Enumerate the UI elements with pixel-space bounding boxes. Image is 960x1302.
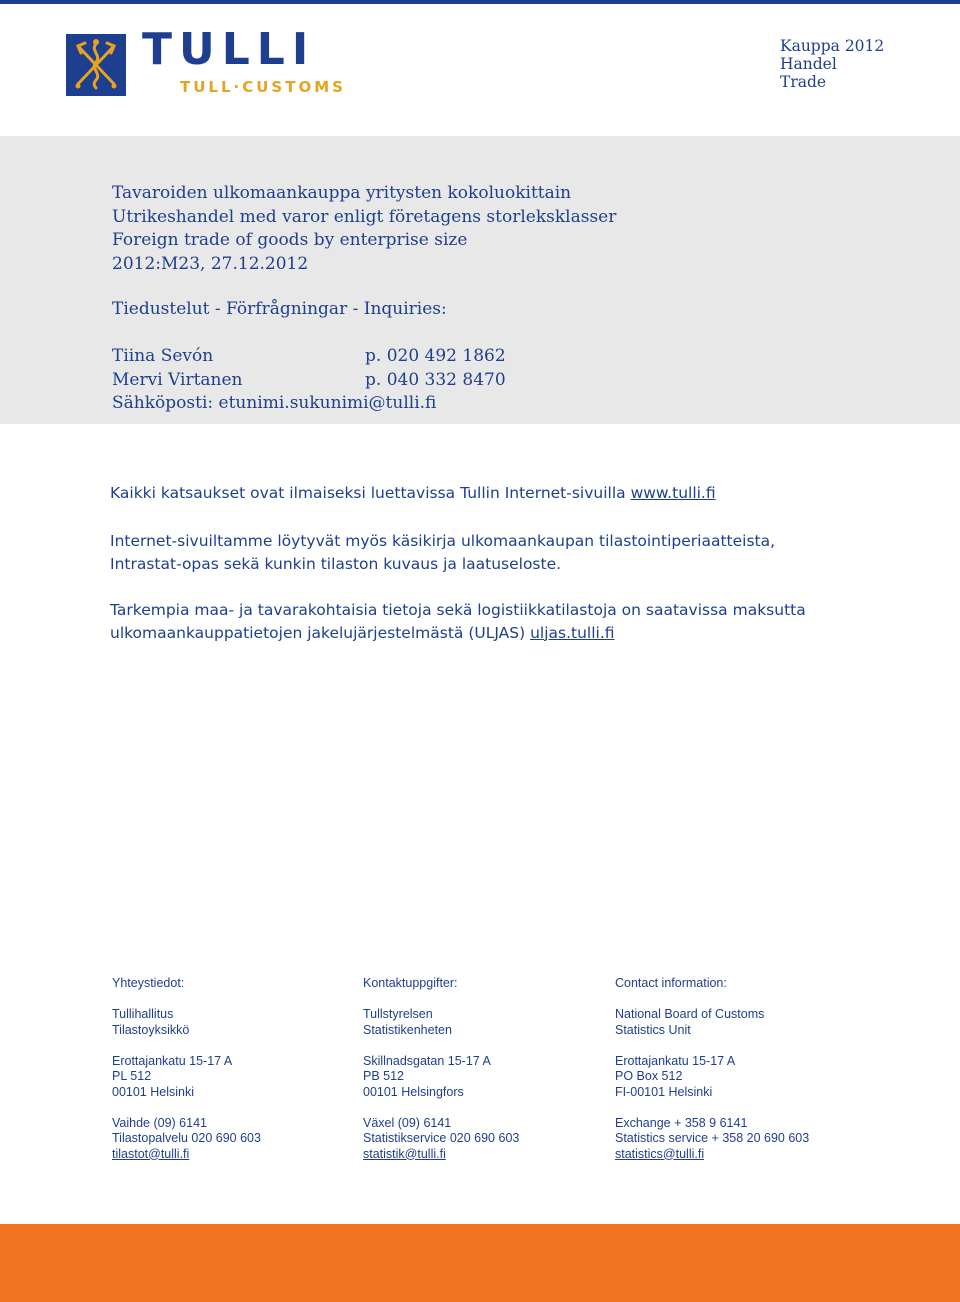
footer-contact-en: [615, 976, 809, 1162]
footer-contact-fi: [112, 976, 261, 1162]
paragraph-uljas: [110, 599, 806, 644]
footer-pobox: PO Box 512: [615, 1069, 683, 1083]
paragraph-text: ulkomaankauppatietojen jakelujärjestelmästä (ULJAS): [110, 623, 531, 642]
footer-postcode: FI-00101 Helsinki: [615, 1084, 713, 1099]
footer-org: Tullstyrelsen: [363, 1007, 433, 1021]
footer-orange-bar: [0, 1224, 960, 1302]
footer-pobox: PL 512: [112, 1069, 152, 1083]
inquiries-heading: Tiedustelut - Förfrågningar - Inquiries:: [112, 299, 447, 319]
paragraph-online: [110, 482, 716, 505]
tulli-website-link[interactable]: www.tulli.fi: [630, 484, 716, 502]
customs-emblem-icon: [66, 34, 126, 96]
footer-heading: Yhteystiedot:: [112, 976, 185, 990]
footer-unit: Tilastoyksikkö: [112, 1022, 190, 1037]
uljas-link[interactable]: uljas.tulli.fi: [530, 623, 615, 642]
release-code: 2012:M23, 27.12.2012: [112, 253, 309, 274]
paragraph-line: Internet-sivuiltamme löytyvät myös käsikirja ulkomaankaupan tilastointiperiaatteista,: [110, 532, 776, 550]
footer-contact-sv: [363, 976, 519, 1162]
paragraph-text: Kaikki katsaukset ovat ilmaiseksi luettavissa Tullin Internet-sivuilla: [110, 484, 631, 502]
footer-switchboard: Exchange + 358 9 6141: [615, 1115, 748, 1130]
footer-unit: Statistikenheten: [363, 1022, 452, 1037]
footer-street: Erottajankatu 15-17 A: [112, 1053, 233, 1068]
footer-heading: Kontaktuppgifter:: [363, 976, 458, 990]
contact-email: Sähköposti: etunimi.sukunimi@tulli.fi: [112, 393, 437, 413]
footer-postcode: 00101 Helsingfors: [363, 1084, 464, 1099]
title-en: Foreign trade of goods by enterprise size: [112, 230, 468, 250]
footer-street: Erottajankatu 15-17 A: [615, 1053, 736, 1068]
footer-postcode: 00101 Helsinki: [112, 1084, 194, 1099]
series-label-fi: Kauppa 2012: [780, 37, 885, 55]
contact-name: Mervi Virtanen: [112, 370, 243, 390]
footer-email-link[interactable]: statistics@tulli.fi: [615, 1146, 705, 1161]
contact-phone: p. 020 492 1862: [365, 346, 506, 366]
contact-phone: p. 040 332 8470: [365, 370, 506, 390]
footer-org: Tullihallitus: [112, 1007, 174, 1021]
footer-org: National Board of Customs: [615, 1007, 765, 1021]
footer-street: Skillnadsgatan 15-17 A: [363, 1053, 491, 1068]
footer-pobox: PB 512: [363, 1069, 405, 1083]
footer-heading: Contact information:: [615, 976, 727, 990]
footer-unit: Statistics Unit: [615, 1022, 691, 1037]
series-label-sv: Handel: [780, 55, 837, 73]
title-sv: Utrikeshandel med varor enligt företagens storleksklasser: [112, 206, 617, 227]
paragraph-line: Intrastat-opas sekä kunkin tilaston kuvaus ja laatuseloste.: [110, 554, 562, 573]
series-label-en: Trade: [780, 73, 827, 91]
publication-title: [112, 182, 616, 276]
top-rule: [0, 0, 960, 4]
paragraph-line: Tarkempia maa- ja tavarakohtaisia tietoja sekä logistiikkatilastoja on saatavissa maksutta: [110, 601, 806, 619]
logo-wordmark: TULLI: [142, 24, 316, 75]
series-label: [780, 37, 884, 91]
paragraph-handbooks: [110, 530, 775, 575]
contact-name: Tiina Sevón: [112, 346, 214, 366]
footer-switchboard: Växel (09) 6141: [363, 1115, 452, 1130]
footer-switchboard: Vaihde (09) 6141: [112, 1115, 207, 1130]
logo-subtitle: TULL·CUSTOMS: [180, 78, 346, 96]
tulli-logo: [66, 24, 386, 98]
footer-service-phone: Statistics service + 358 20 690 603: [615, 1131, 810, 1145]
footer-service-phone: Tilastopalvelu 020 690 603: [112, 1131, 261, 1145]
footer-email-link[interactable]: statistik@tulli.fi: [363, 1146, 446, 1161]
title-fi: Tavaroiden ulkomaankauppa yritysten kokoluokittain: [112, 183, 572, 203]
footer-email-link[interactable]: tilastot@tulli.fi: [112, 1146, 190, 1161]
footer-service-phone: Statistikservice 020 690 603: [363, 1131, 520, 1145]
